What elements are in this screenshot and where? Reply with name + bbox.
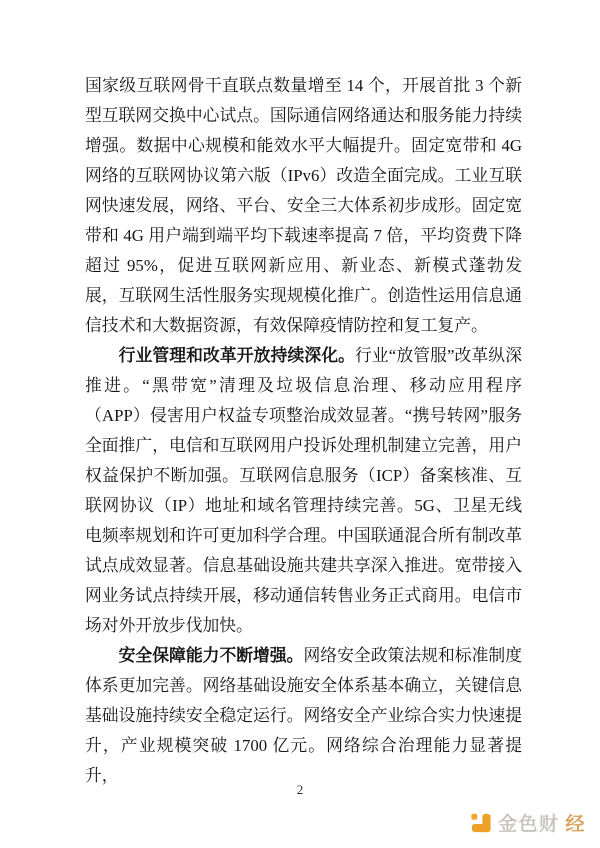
document-body <box>85 71 522 791</box>
watermark-brand-text: 金色财 <box>497 813 560 835</box>
page-number: 2 <box>296 782 304 797</box>
watermark <box>469 808 586 836</box>
paragraph-text: 行业“放管服”改革纵深推进。“黑带宽”清理及垃圾信息治理、移动应用程序（APP）侵害用户权益专项整治成效显著。“携号转网”服务全面推广，电信和互联网用户投诉处理机制建立完善，用户权益保护不断加强。互联网信息服务（ICP）备案核准、互联网协议（IP）地址和域名管理持续完善。5G、卫星无线电频率规划和许可更加科学合理。中国联通混合所有制改革试点成效显著。信息基础设施共建共享深入推进。宽带接入网业务试点持续开展，移动通信转售业务正式商用。电信市场对外开放步伐加快。 <box>85 346 522 635</box>
paragraph-lead-bold-text: 行业管理和改革开放持续深化。 <box>118 346 355 365</box>
paragraph <box>85 71 522 341</box>
jinse-finance-logo-icon <box>469 811 492 834</box>
paragraph-lead-bold-text: 安全保障能力不断增强。 <box>118 646 304 665</box>
paragraph <box>85 641 522 791</box>
paragraph-text: 国家级互联网骨干直联点数量增至 14 个，开展首批 3 个新型互联网交换中心试点。国际通信网络通达和服务能力持续增强。数据中心规模和能效水平大幅提升。固定宽带和 4G 网络的互联网协议第六版（IPv6）改造全面完成。工业互联网快速发展，网络、平台、安全三大体系初步成形。固定宽带和 4G 用户端到端平均下载速率提高 7 倍，平均资费下降超过 95%，促进互联网新应用、新业态、新模式蓬勃发展，互联网生活性服务实现规模化推广。创造性运用信息通信技术和大数据资源，有效保障疫情防控和复工复产。 <box>85 76 522 335</box>
paragraph <box>85 341 522 641</box>
paragraph-text: 网络安全政策法规和标准制度体系更加完善。网络基础设施安全体系基本确立，关键信息基础设施持续安全稳定运行。网络安全产业综合实力快速提升，产业规模突破 1700 亿元。网络综合治理能力显著提升， <box>85 646 522 785</box>
watermark-brand-text-accent: 经 <box>565 813 586 835</box>
